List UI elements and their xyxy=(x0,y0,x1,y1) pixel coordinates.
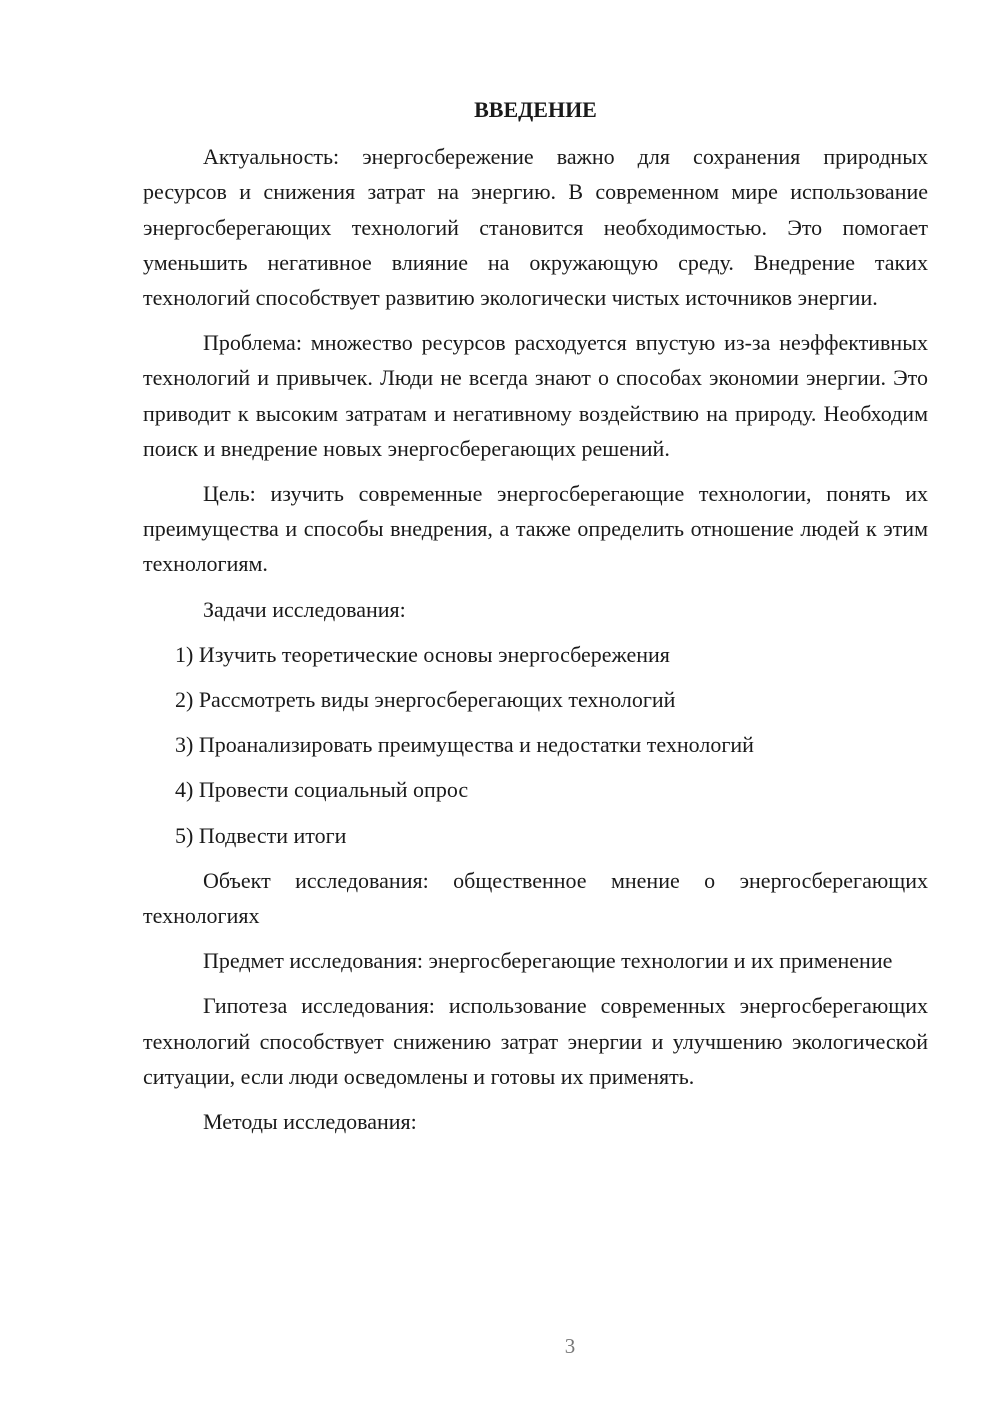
tasks-heading: Задачи исследования: xyxy=(203,596,406,622)
task-item: 5) Подвести итоги xyxy=(175,822,347,848)
page-title: ВВЕДЕНИЕ xyxy=(474,97,597,122)
task-item: 3) Проанализировать преимущества и недостатки технологий xyxy=(175,732,754,758)
task-item: 1) Изучить теоретические основы энергосбережения xyxy=(175,641,670,667)
page-number: 3 xyxy=(564,1334,576,1358)
relevance-paragraph: Актуальность: энергосбережение важно для сохранения природных ресурсов и снижения затрат на энергию. В современном мире использование энергосберегающих технологий становится необходимостью. Это помогает уменьшить негативное влияние на окружающую среду. Внедрение таких технологий способствует развитию экологически чистых источников энергии. xyxy=(143,144,928,311)
task-item: 4) Провести социальный опрос xyxy=(175,777,469,803)
methods-heading: Методы исследования: xyxy=(203,1109,417,1135)
problem-paragraph: Проблема: множество ресурсов расходуется впустую из-за неэффективных технологий и привычек. Люди не всегда знают о способах экономии энергии. Это приводит к высоким затратам и негативному воздействию на природу. Необходим поиск и внедрение новых энергосберегающих решений. xyxy=(143,330,928,461)
subject-paragraph: Предмет исследования: энергосберегающие технологии и их применение xyxy=(203,948,893,974)
task-item: 2) Рассмотреть виды энергосберегающих технологий xyxy=(175,687,676,713)
tasks-list xyxy=(143,637,928,853)
document-page xyxy=(143,92,928,1149)
goal-paragraph: Цель: изучить современные энергосберегающие технологии, понять их преимущества и способы внедрения, а также определить отношение людей к этим технологиям. xyxy=(143,481,928,577)
hypothesis-paragraph: Гипотеза исследования: использование современных энергосберегающих технологий способствует снижению затрат энергии и улучшению экологической ситуации, если люди осведомлены и готовы их применять. xyxy=(143,993,928,1089)
object-paragraph: Объект исследования: общественное мнение о энергосберегающих технологиях xyxy=(143,867,928,929)
